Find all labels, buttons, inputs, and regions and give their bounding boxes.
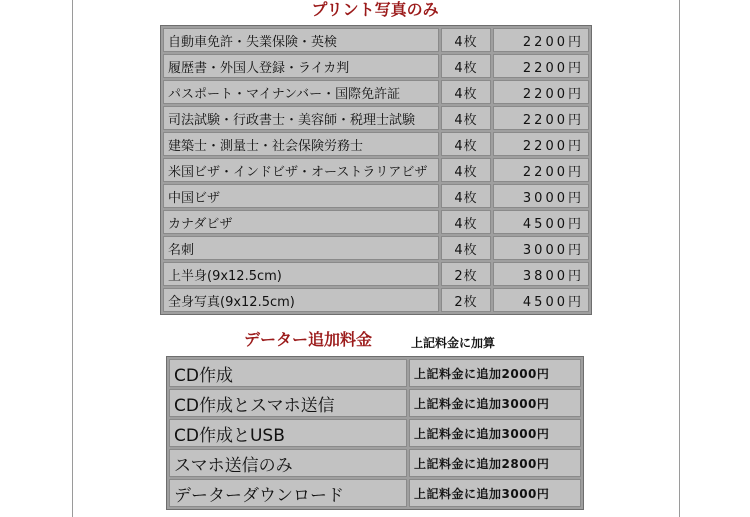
table-row: [163, 158, 589, 182]
count-cell: 4枚: [441, 158, 491, 182]
print-section-title: プリント写真のみ: [311, 0, 439, 19]
service-name-cell: 上半身(9x12.5cm): [163, 262, 439, 286]
page-border-right: [679, 0, 680, 517]
count-cell: 4枚: [441, 132, 491, 156]
data-option-cell: CD作成とスマホ送信: [169, 389, 407, 417]
service-name-cell: 中国ビザ: [163, 184, 439, 208]
price-cell: 2200円: [493, 106, 589, 130]
price-cell: 3800円: [493, 262, 589, 286]
count-cell: 2枚: [441, 262, 491, 286]
count-cell: 4枚: [441, 184, 491, 208]
service-name-cell: 全身写真(9x12.5cm): [163, 288, 439, 312]
table-row: [169, 419, 581, 447]
price-cell: 2200円: [493, 54, 589, 78]
data-option-cell: CD作成とUSB: [169, 419, 407, 447]
service-name-cell: 履歴書・外国人登録・ライカ判: [163, 54, 439, 78]
service-name-cell: 米国ビザ・インドビザ・オーストラリアビザ: [163, 158, 439, 182]
page-border-left: [72, 0, 73, 517]
table-row: [163, 132, 589, 156]
service-name-cell: カナダビザ: [163, 210, 439, 234]
count-cell: 4枚: [441, 106, 491, 130]
table-row: [163, 54, 589, 78]
count-cell: 4枚: [441, 54, 491, 78]
service-name-cell: パスポート・マイナンバー・国際免許証: [163, 80, 439, 104]
table-row: [169, 389, 581, 417]
price-cell: 2200円: [493, 80, 589, 104]
service-name-cell: 司法試験・行政書士・美容師・税理士試験: [163, 106, 439, 130]
data-price-cell: 上記料金に追加2000円: [409, 359, 581, 387]
service-name-cell: 自動車免許・失業保険・英検: [163, 28, 439, 52]
count-cell: 4枚: [441, 210, 491, 234]
count-cell: 2枚: [441, 288, 491, 312]
data-price-cell: 上記料金に追加3000円: [409, 389, 581, 417]
table-row: [163, 28, 589, 52]
count-cell: 4枚: [441, 28, 491, 52]
price-cell: 3000円: [493, 236, 589, 260]
data-option-cell: データーダウンロード: [169, 479, 407, 507]
table-row: [163, 210, 589, 234]
table-row: [163, 262, 589, 286]
count-cell: 4枚: [441, 236, 491, 260]
data-price-cell: 上記料金に追加3000円: [409, 479, 581, 507]
table-row: [163, 236, 589, 260]
count-cell: 4枚: [441, 80, 491, 104]
print-price-table: [160, 25, 592, 315]
data-section-title: データー追加料金: [244, 330, 373, 349]
table-row: [163, 106, 589, 130]
price-cell: 2200円: [493, 132, 589, 156]
data-fee-table: [166, 356, 584, 510]
service-name-cell: 建築士・測量士・社会保険労務士: [163, 132, 439, 156]
table-row: [163, 80, 589, 104]
data-price-cell: 上記料金に追加3000円: [409, 419, 581, 447]
price-cell: 4500円: [493, 210, 589, 234]
data-section-note: 上記料金に加算: [411, 336, 496, 350]
price-cell: 3000円: [493, 184, 589, 208]
table-row: [169, 359, 581, 387]
data-price-cell: 上記料金に追加2800円: [409, 449, 581, 477]
table-row: [163, 184, 589, 208]
service-name-cell: 名刺: [163, 236, 439, 260]
price-cell: 4500円: [493, 288, 589, 312]
data-option-cell: CD作成: [169, 359, 407, 387]
table-row: [169, 479, 581, 507]
price-cell: 2200円: [493, 28, 589, 52]
price-cell: 2200円: [493, 158, 589, 182]
data-option-cell: スマホ送信のみ: [169, 449, 407, 477]
table-row: [163, 288, 589, 312]
table-row: [169, 449, 581, 477]
